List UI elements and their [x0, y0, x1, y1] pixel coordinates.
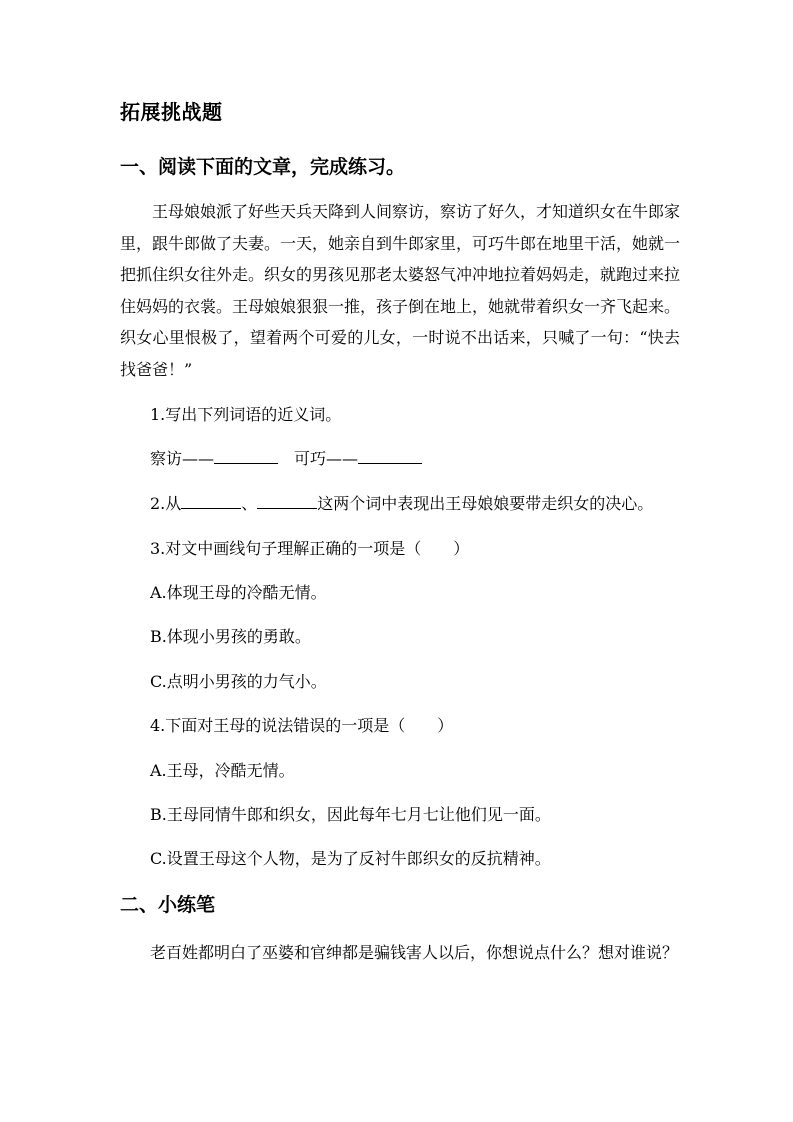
question-2-answer-blank-1[interactable] — [181, 492, 241, 509]
synonym-answer-blank-1[interactable] — [214, 447, 278, 464]
question-2-answer-blank-2[interactable] — [257, 492, 317, 509]
question-4-option-c: C.设置王母这个人物，是为了反衬牛郎织女的反抗精神。 — [150, 849, 551, 868]
synonym-answer-blank-2[interactable] — [358, 447, 422, 464]
question-2-prefix: 2.从 — [150, 494, 182, 513]
question-3-option-c: C.点明小男孩的力气小。 — [150, 672, 327, 691]
reading-passage: 王母娘娘派了好些天兵天降到人间察访，察访了好久，才知道织女在牛郎家里，跟牛郎做了夫妻。一天，她亲自到牛郎家里，可巧牛郎在地里干活，她就一把抓住织女往外走。织女的男孩见那老太婆怒气冲冲地拉着妈妈走，就跑过来拉住妈妈的衣裳。王母娘娘狠狠一推，孩子倒在地上，她就带着织女一齐飞起来。织女心里恨极了，望着两个可爱的儿女，一时说不出话来，只喊了一句：“快去找爸爸！” — [120, 202, 681, 379]
question-3-prompt: 3.对文中画线句子理解正确的一项是（ ） — [150, 539, 470, 558]
question-1-answer-line — [150, 446, 422, 469]
question-4-prompt: 4.下面对王母的说法错误的一项是（ ） — [150, 716, 454, 735]
section-heading-reading: 一、阅读下面的文章，完成练习。 — [120, 156, 406, 178]
question-4-option-a: A.王母，冷酷无情。 — [150, 761, 295, 780]
page-title: 拓展挑战题 — [120, 100, 223, 124]
question-2-suffix: 这两个词中表现出王母娘娘要带走织女的决心。 — [317, 494, 654, 513]
question-2-line — [150, 491, 653, 514]
section-heading-writing: 二、小练笔 — [120, 894, 216, 916]
question-1-prompt: 1.写出下列词语的近义词。 — [150, 405, 342, 424]
synonym-word-1: 察访—— — [150, 449, 215, 468]
question-2-separator: 、 — [241, 494, 258, 513]
writing-prompt: 老百姓都明白了巫婆和官绅都是骗钱害人以后，你想说点什么？想对谁说？ — [150, 943, 679, 962]
synonym-word-2: 可巧—— — [294, 449, 359, 468]
question-3-option-a: A.体现王母的冷酷无情。 — [150, 583, 327, 602]
question-3-option-b: B.体现小男孩的勇敢。 — [150, 627, 311, 646]
question-4-option-b: B.王母同情牛郎和织女，因此每年七月七让他们见一面。 — [150, 805, 551, 824]
